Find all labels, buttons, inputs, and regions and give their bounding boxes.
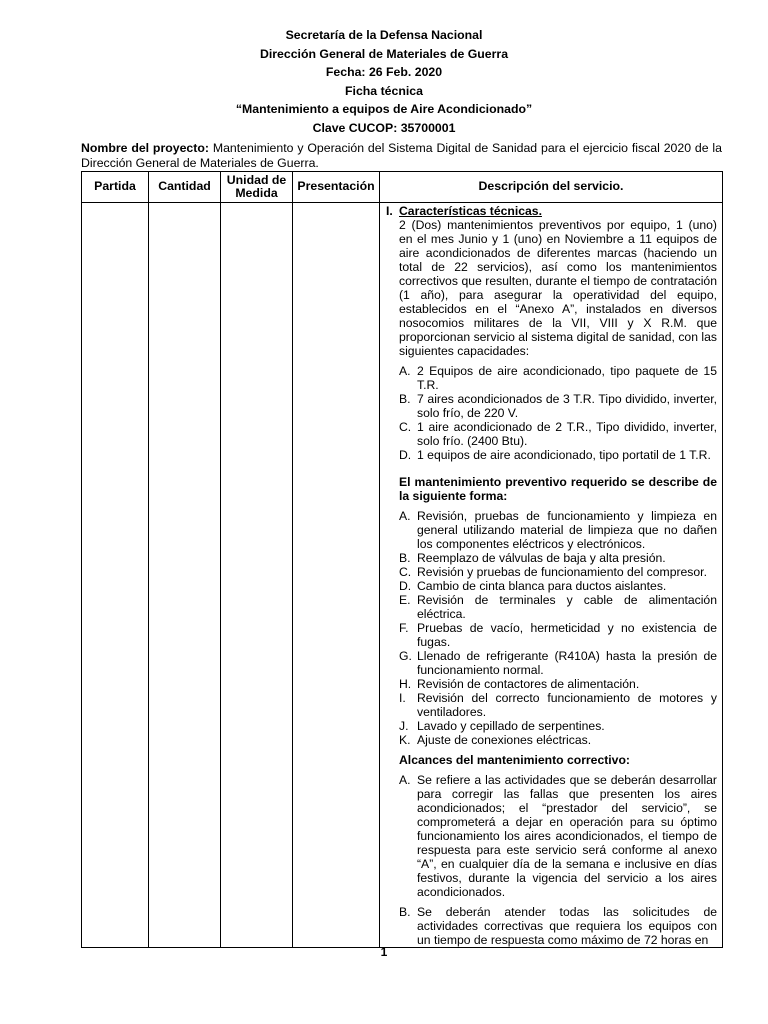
col-unidad-medida: Unidad de Medida [221, 172, 293, 203]
header-title: “Mantenimiento a equipos de Aire Acondicionado” [235, 102, 533, 117]
cell-descripcion [380, 203, 723, 948]
preventive-list [386, 509, 717, 747]
header-cucop: Clave CUCOP: 35700001 [312, 120, 456, 135]
table-header-row [82, 172, 723, 203]
header-institution: Secretaría de la Defensa Nacional [285, 28, 483, 42]
col-partida: Partida [82, 172, 149, 203]
list-item: I. Revisión del correcto funcionamiento de motores y ventiladores. [399, 691, 717, 719]
list-item: C. Revisión y pruebas de funcionamiento del compresor. [399, 565, 707, 579]
list-item: K. Ajuste de conexiones eléctricas. [399, 733, 592, 747]
list-item: A. 2 Equipos de aire acondicionado, tipo paquete de 15 T.R. [399, 364, 717, 392]
list-item: D. Cambio de cinta blanca para ductos aislantes. [399, 579, 667, 593]
project-label: Nombre del proyecto: [81, 141, 209, 155]
list-item: E. Revisión de terminales y cable de alimentación eléctrica. [399, 593, 717, 621]
header-date: Fecha: 26 Feb. 2020 [325, 65, 443, 80]
col-descripcion: Descripción del servicio. [380, 172, 723, 203]
col-cantidad: Cantidad [149, 172, 221, 203]
cell-cantidad [149, 203, 221, 948]
preventive-title: El mantenimiento preventivo requerido se describe de la siguiente forma: [399, 475, 717, 503]
list-item: A. Revisión, pruebas de funcionamiento y limpieza en general utilizando material de limpieza que no dañen los componentes eléctricos y electrónicos. [399, 509, 717, 551]
page-number: 1 [380, 945, 388, 959]
section-title [386, 204, 717, 218]
list-item: B. 7 aires acondicionados de 3 T.R. Tipo dividido, inverter, solo frío, de 220 V. [399, 392, 717, 420]
capacities-list [386, 364, 717, 462]
service-table [81, 171, 723, 948]
corrective-list [386, 773, 717, 947]
table-row [82, 203, 723, 948]
list-item: G. Llenado de refrigerante (R410A) hasta la presión de funcionamiento normal. [399, 649, 717, 677]
cell-presentacion [293, 203, 380, 948]
col-presentacion: Presentación [293, 172, 380, 203]
header-doc-type: Ficha técnica [345, 83, 423, 98]
list-item: C. 1 aire acondicionado de 2 T.R., Tipo dividido, inverter, solo frío. (2400 Btu). [399, 420, 717, 448]
list-item: B. Reemplazo de válvulas de baja y alta presión. [399, 551, 666, 565]
list-item: B. Se deberán atender todas las solicitudes de actividades correctivas que requiera los equipos con un tiempo de respuesta como máximo de 72 horas en [399, 905, 717, 947]
corrective-title: Alcances del mantenimiento correctivo: [399, 753, 630, 767]
list-item: D. 1 equipos de aire acondicionado, tipo portatil de 1 T.R. [399, 448, 711, 462]
section-number: I. [386, 204, 393, 218]
section-title-text: Características técnicas. [399, 204, 542, 218]
list-item: J. Lavado y cepillado de serpentines. [399, 719, 605, 733]
list-item: F. Pruebas de vacío, hermeticidad y no existencia de fugas. [399, 621, 717, 649]
header-directorate: Dirección General de Materiales de Guerra [259, 46, 509, 61]
project-name [81, 141, 722, 171]
list-item: H. Revisión de contactores de alimentación. [399, 677, 640, 691]
cell-partida [82, 203, 149, 948]
project-text: Mantenimiento y Operación del Sistema Digital de Sanidad para el ejercicio fiscal 2020 de la Dirección General de Materiales de Guerra. [81, 141, 723, 170]
document-header [0, 26, 768, 138]
cell-unidad-medida [221, 203, 293, 948]
list-item: A. Se refiere a las actividades que se deberán desarrollar para corregir las fallas que presenten los aires acondicionados; el “prestador del servicio”, se comprometerá a dejar en operación para su óptimo funcionamiento los aires acondicionados, el tiempo de respuesta para este servicio será conforme al anexo “A”, en cualquier día de la semana e inclusive en días festivos, durante la vigencia del servicio a los aires acondicionados. [399, 773, 717, 899]
section-intro: 2 (Dos) mantenimientos preventivos por equipo, 1 (uno) en el mes Junio y 1 (uno) en Noviembre a 11 equipos de aire acondicionados de diferentes marcas (haciendo un total de 22 servicios), así como los mantenimientos correctivos que resulten, durante el tiempo de contratación (1 año), para asegurar la operatividad del equipo, establecidos en el “Anexo A”, instalados en diversos nosocomios militares de la VII, VIII y X R.M. que proporcionan servicio al sistema digital de sanidad, con las siguientes capacidades: [399, 218, 717, 358]
